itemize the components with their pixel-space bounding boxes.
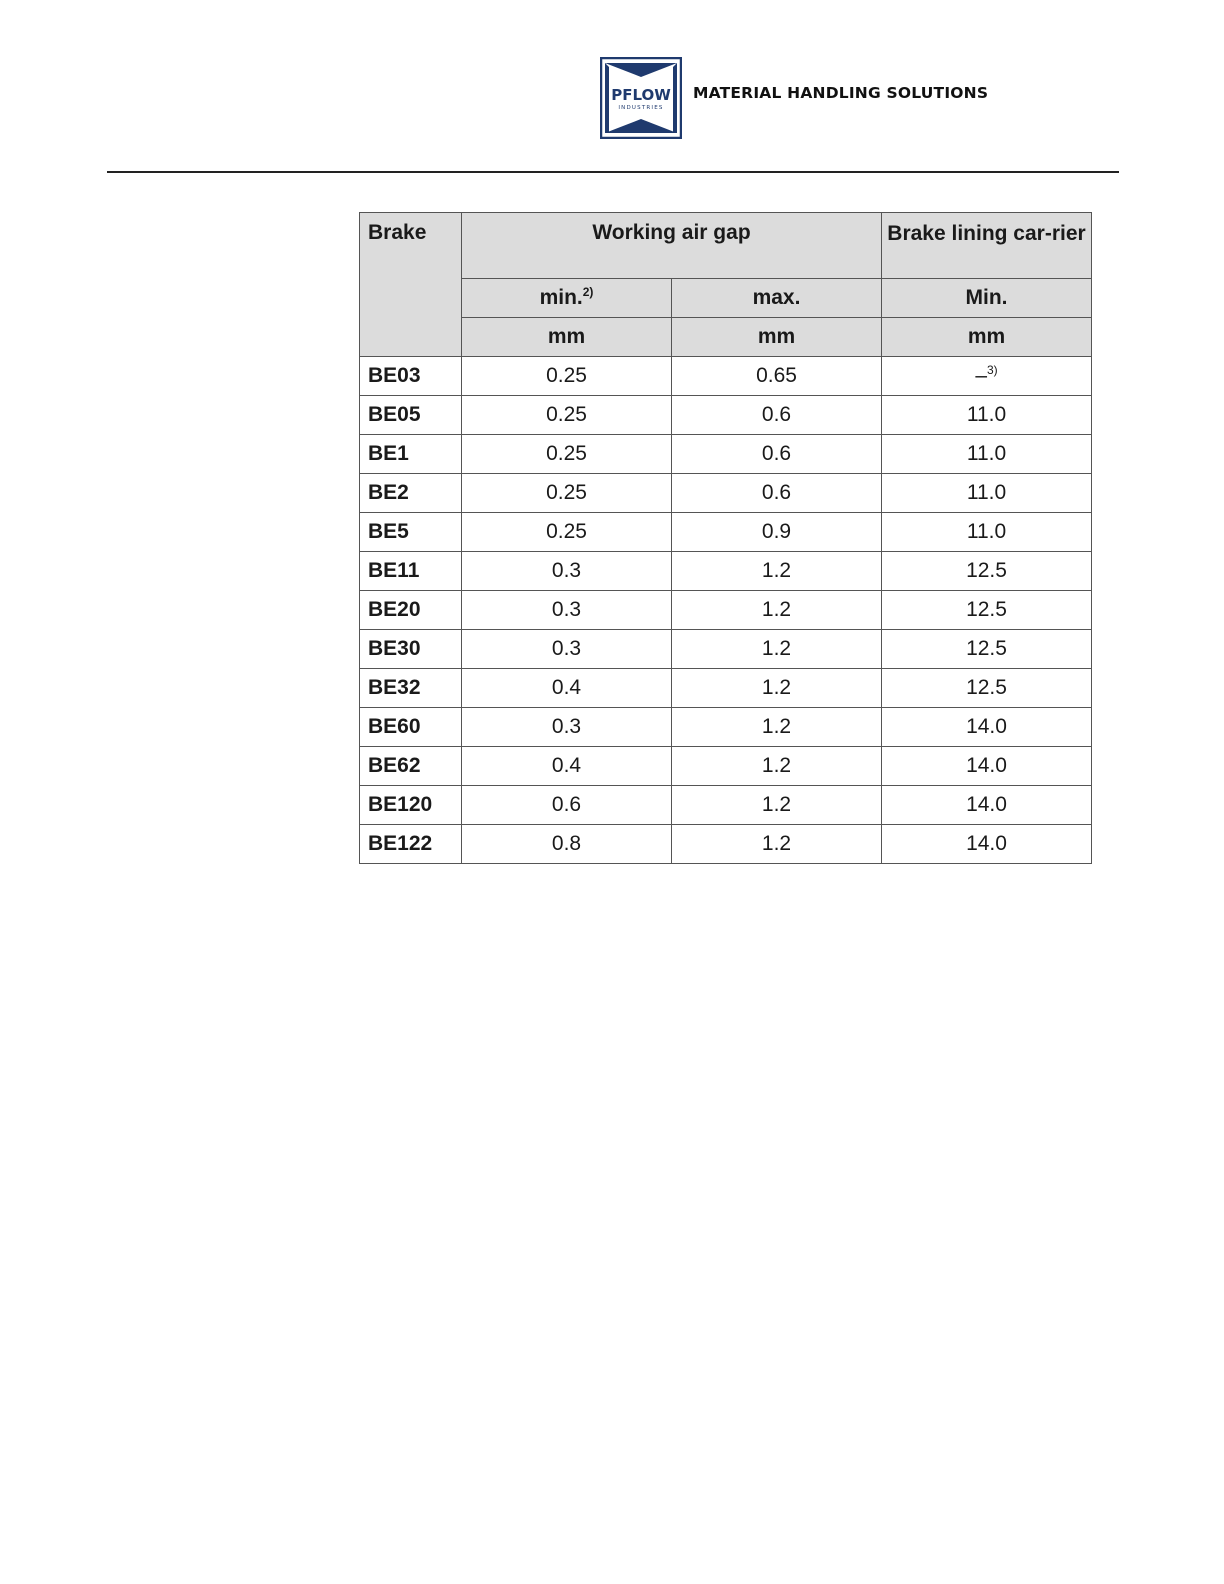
unit-min: mm — [462, 318, 672, 357]
cell-lining: 12.5 — [882, 552, 1092, 591]
header-brake: Brake — [360, 213, 462, 357]
cell-brake: BE120 — [360, 786, 462, 825]
logo-subtext: INDUSTRIES — [618, 105, 664, 111]
page-header — [0, 0, 1224, 172]
cell-max: 1.2 — [672, 708, 882, 747]
cell-max: 1.2 — [672, 669, 882, 708]
cell-max: 0.9 — [672, 513, 882, 552]
cell-max: 0.6 — [672, 474, 882, 513]
cell-max: 0.65 — [672, 357, 882, 396]
table-row — [360, 357, 1092, 396]
cell-brake: BE05 — [360, 396, 462, 435]
cell-brake: BE60 — [360, 708, 462, 747]
header-brake-lining-carrier — [882, 213, 1092, 279]
cell-brake: BE30 — [360, 630, 462, 669]
table-row — [360, 474, 1092, 513]
cell-min: 0.3 — [462, 591, 672, 630]
header-min-label: min. — [539, 286, 583, 309]
cell-lining: 14.0 — [882, 825, 1092, 864]
cell-max: 0.6 — [672, 435, 882, 474]
cell-lining: 14.0 — [882, 747, 1092, 786]
cell-min: 0.25 — [462, 513, 672, 552]
cell-brake: BE32 — [360, 669, 462, 708]
brake-air-gap-table — [359, 212, 1092, 864]
table-row — [360, 708, 1092, 747]
cell-max: 0.6 — [672, 396, 882, 435]
cell-lining — [882, 357, 1092, 396]
table-row — [360, 747, 1092, 786]
cell-max: 1.2 — [672, 825, 882, 864]
cell-brake: BE122 — [360, 825, 462, 864]
cell-brake: BE5 — [360, 513, 462, 552]
cell-max: 1.2 — [672, 786, 882, 825]
table-row — [360, 591, 1092, 630]
cell-lining: 11.0 — [882, 474, 1092, 513]
table-row — [360, 825, 1092, 864]
header-lining-min: Min. — [882, 279, 1092, 318]
footnote-3: 3) — [987, 363, 998, 377]
cell-lining-value: – — [975, 364, 987, 387]
cell-max: 1.2 — [672, 552, 882, 591]
logo-text: PFLOW — [611, 86, 671, 104]
cell-brake: BE1 — [360, 435, 462, 474]
table-row — [360, 669, 1092, 708]
table-row — [360, 435, 1092, 474]
cell-brake: BE2 — [360, 474, 462, 513]
footnote-2: 2) — [582, 285, 594, 299]
pflow-logo — [600, 57, 682, 139]
cell-brake: BE20 — [360, 591, 462, 630]
cell-brake: BE62 — [360, 747, 462, 786]
cell-min: 0.4 — [462, 747, 672, 786]
header-divider — [107, 171, 1119, 173]
cell-lining: 12.5 — [882, 591, 1092, 630]
company-tagline: MATERIAL HANDLING SOLUTIONS — [693, 84, 989, 102]
unit-lining: mm — [882, 318, 1092, 357]
cell-max: 1.2 — [672, 630, 882, 669]
cell-lining: 14.0 — [882, 708, 1092, 747]
unit-max: mm — [672, 318, 882, 357]
table-row — [360, 630, 1092, 669]
cell-min: 0.3 — [462, 630, 672, 669]
header-brake-lining-carrier-label: Brake lining car-rier — [887, 222, 1086, 245]
cell-min: 0.25 — [462, 435, 672, 474]
cell-lining: 11.0 — [882, 513, 1092, 552]
cell-max: 1.2 — [672, 591, 882, 630]
cell-max: 1.2 — [672, 747, 882, 786]
cell-min: 0.4 — [462, 669, 672, 708]
cell-min: 0.3 — [462, 552, 672, 591]
table-row — [360, 552, 1092, 591]
cell-lining: 14.0 — [882, 786, 1092, 825]
cell-min: 0.3 — [462, 708, 672, 747]
cell-min: 0.8 — [462, 825, 672, 864]
header-max: max. — [672, 279, 882, 318]
cell-min: 0.25 — [462, 357, 672, 396]
cell-lining: 11.0 — [882, 396, 1092, 435]
header-working-air-gap: Working air gap — [462, 213, 882, 279]
cell-brake: BE11 — [360, 552, 462, 591]
table-row — [360, 396, 1092, 435]
cell-min: 0.25 — [462, 396, 672, 435]
header-min — [462, 279, 672, 318]
cell-brake: BE03 — [360, 357, 462, 396]
cell-min: 0.6 — [462, 786, 672, 825]
brake-air-gap-table-container — [359, 212, 1092, 864]
cell-min: 0.25 — [462, 474, 672, 513]
cell-lining: 11.0 — [882, 435, 1092, 474]
cell-lining: 12.5 — [882, 669, 1092, 708]
table-row — [360, 786, 1092, 825]
cell-lining: 12.5 — [882, 630, 1092, 669]
table-row — [360, 513, 1092, 552]
